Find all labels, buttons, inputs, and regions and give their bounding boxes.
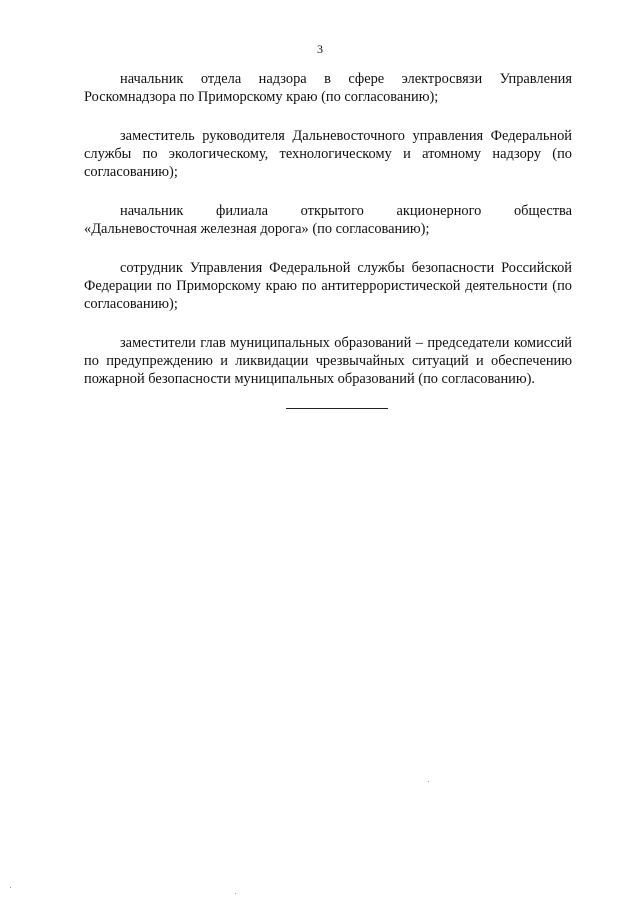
paragraph-railway: начальник филиала открытого акционерного общества «Дальневосточная железная дорога» (по согласованию);	[84, 203, 572, 237]
paragraph-municipal: заместители глав муниципальных образований – председатели комиссий по предупреждению и ликвидации чрезвычайных ситуаций и обеспечению пожарной безопасности муниципальных образований (по согласованию).	[84, 335, 572, 387]
end-of-text-rule	[286, 408, 388, 409]
paragraph-roskomnadzor: начальник отдела надзора в сфере электросвязи Управления Роскомнадзора по Приморскому краю (по согласованию);	[84, 71, 572, 105]
paragraph-fsb: сотрудник Управления Федеральной службы безопасности Российской Федерации по Приморскому краю по антитеррористической деятельности (по согласованию);	[84, 260, 572, 312]
scan-speck	[235, 893, 236, 894]
page-number: 3	[317, 42, 323, 56]
scan-speck	[428, 781, 429, 782]
scan-speck	[10, 887, 11, 888]
document-body	[84, 70, 572, 409]
paragraph-rostekhnadzor: заместитель руководителя Дальневосточного управления Федеральной службы по экологическому, технологическому и атомному надзору (по согласованию);	[84, 128, 572, 180]
